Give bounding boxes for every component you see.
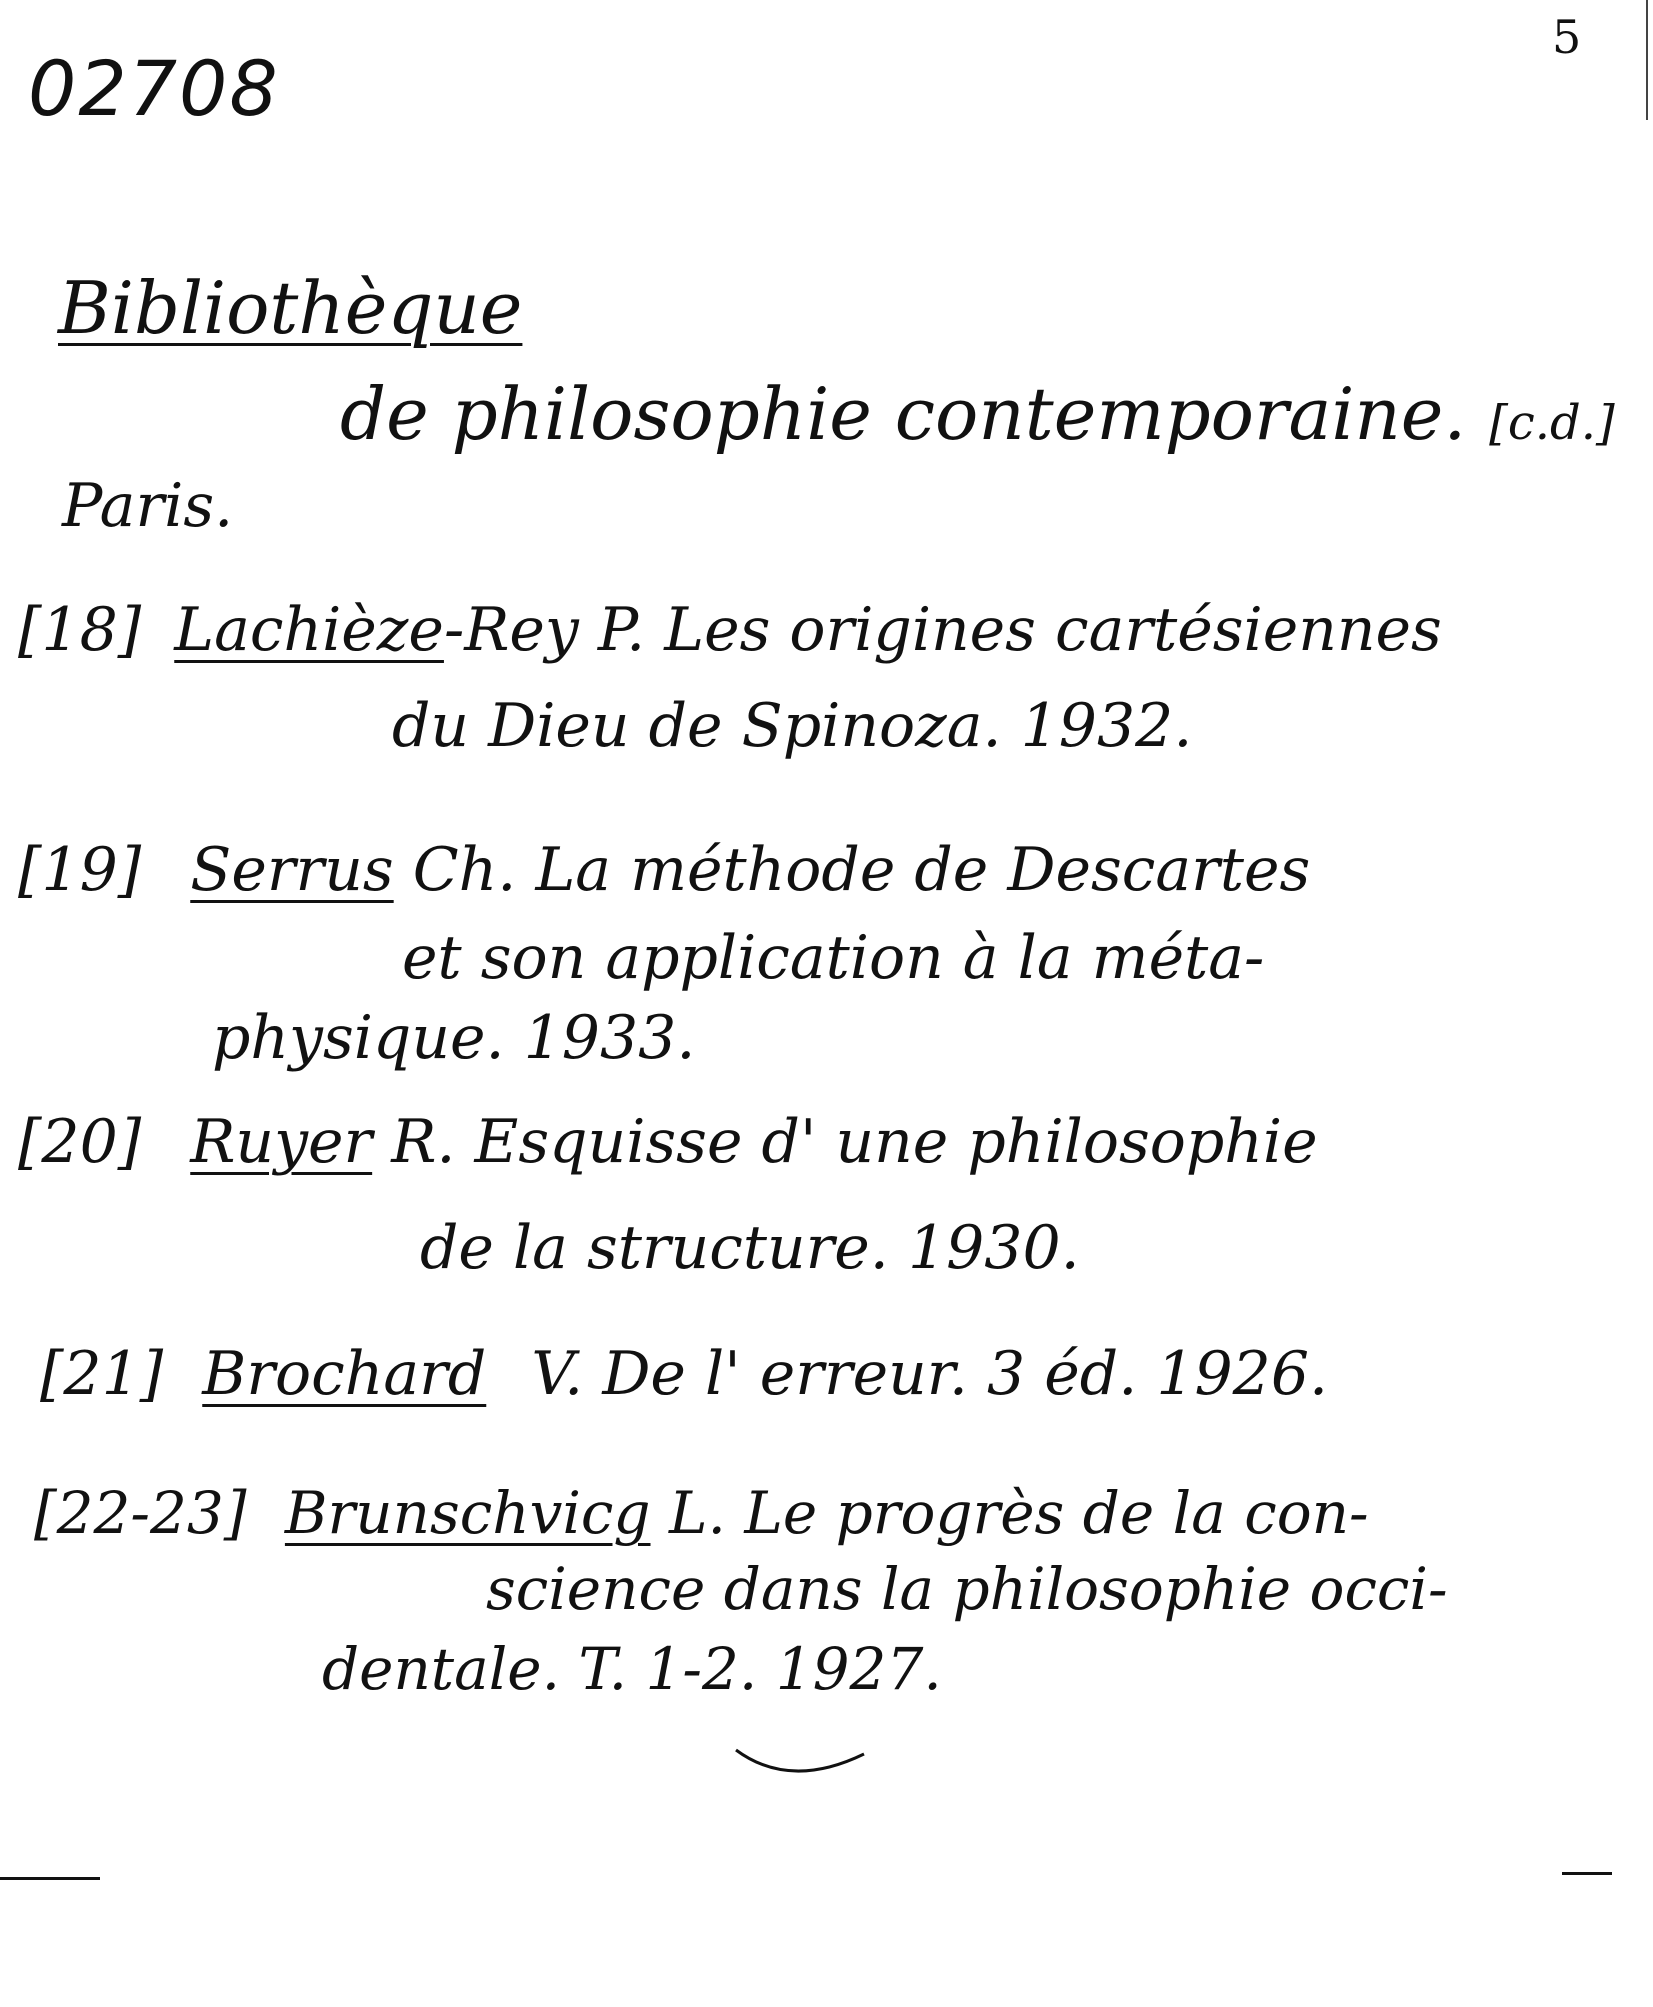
right-edge-mark — [1562, 1872, 1612, 1875]
entry-author: Lachièze — [174, 595, 444, 665]
entry-author: Brochard — [202, 1339, 487, 1409]
series-subtitle-text: de philosophie contemporaine. — [340, 372, 1467, 456]
entry-22-23-line3: dentale. T. 1-2. 1927. — [322, 1635, 942, 1703]
entry-author: Brunschvicg — [284, 1479, 651, 1547]
entry-author: Ruyer — [190, 1107, 373, 1177]
entry-number: [18] — [18, 595, 142, 665]
entry-22-23-line2: science dans la philosophie occi- — [486, 1555, 1448, 1623]
series-note: [c.d.] — [1489, 395, 1615, 451]
entry-20-line1 — [18, 1107, 1318, 1177]
entry-18-line2: du Dieu de Spinoza. 1932. — [392, 691, 1193, 761]
flourish-mark — [730, 1740, 870, 1790]
entry-number: [22-23] — [34, 1479, 247, 1547]
entry-19-line2: et son application à la méta- — [402, 923, 1265, 993]
entry-22-23-line1 — [34, 1479, 1369, 1547]
call-number: 02708 — [28, 44, 280, 133]
entry-title-line1: L. Le progrès de la con- — [668, 1479, 1369, 1547]
entry-title-line1: V. De l' erreur. 3 éd. 1926. — [531, 1339, 1329, 1409]
entry-number: [21] — [40, 1339, 164, 1409]
entry-title-line1: Ch. La méthode de Descartes — [412, 835, 1311, 905]
page-number: 5 — [1552, 10, 1582, 64]
entry-19-line1 — [18, 835, 1311, 905]
entry-number: [20] — [18, 1107, 142, 1177]
series-place: Paris. — [62, 471, 234, 541]
entry-18-line1 — [18, 595, 1442, 665]
series-title: Bibliothèque — [58, 266, 523, 350]
series-subtitle — [340, 372, 1615, 456]
entry-20-line2: de la structure. 1930. — [420, 1213, 1080, 1283]
entry-21-line1 — [40, 1339, 1329, 1409]
entry-title-line1: R. Esquisse d' une philosophie — [391, 1107, 1318, 1177]
entry-title-line1: -Rey P. Les origines cartésiennes — [443, 595, 1442, 665]
right-border-line — [1646, 0, 1648, 120]
entry-author: Serrus — [190, 835, 394, 905]
left-edge-mark — [0, 1877, 100, 1880]
entry-19-line3: physique. 1933. — [212, 1003, 696, 1073]
entry-number: [19] — [18, 835, 142, 905]
